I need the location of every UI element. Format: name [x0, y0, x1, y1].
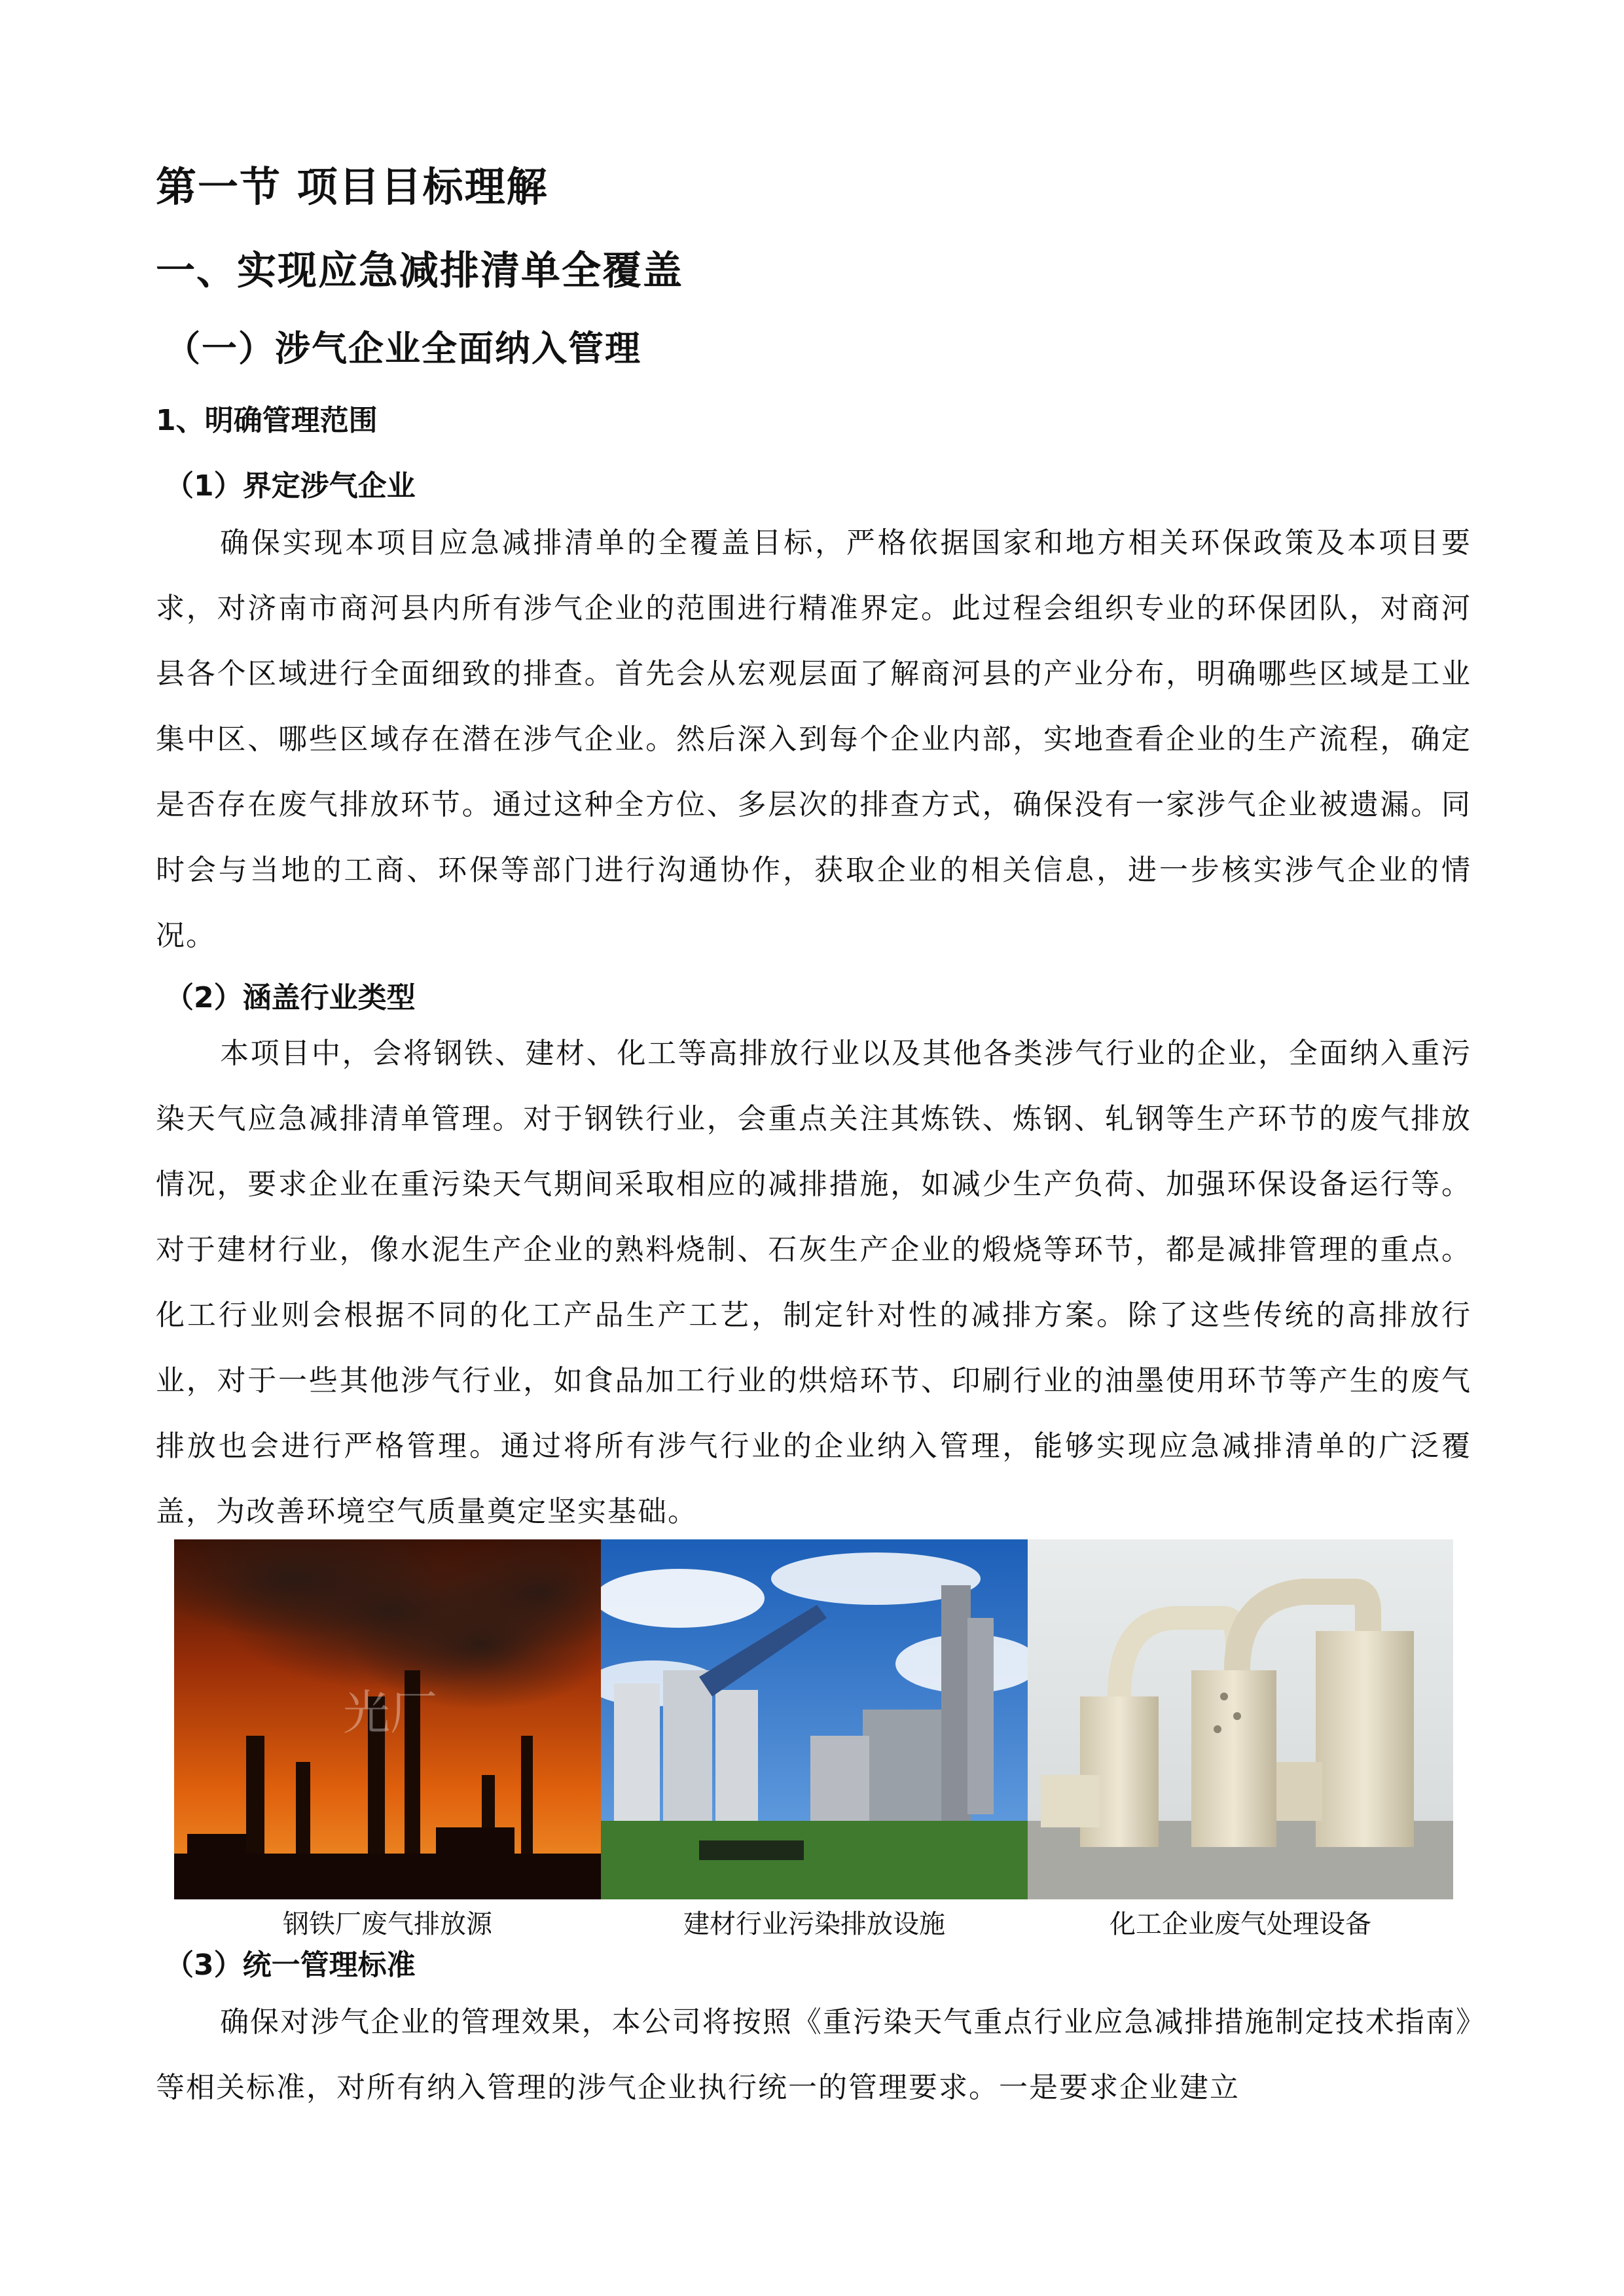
figure-caption-3: 化工企业废气处理设备: [1110, 1909, 1371, 1939]
subitem-title-1: （1）界定涉气企业: [165, 469, 416, 503]
steel-plant-photo: [174, 1539, 601, 1899]
paragraph-2: 本项目中，会将钢铁、建材、化工等高排放行业以及其他各类涉气行业的企业，全面纳入重污染天气应急减排清单管理。对于钢铁行业，会重点关注其炼铁、炼钢、轧钢等生产环节的废气排放情况，要求企业在重污染天气期间采取相应的减排措施，如减少生产负荷、加强环保设备运行等。对于建材行业，像水泥生产企业的熟料烧制、石灰生产企业的煅烧等环节，都是减排管理的重点。化工行业则会根据不同的化工产品生产工艺，制定针对性的减排方案。除了这些传统的高排放行业，对于一些其他涉气行业，如食品加工行业的烘焙环节、印刷行业的油墨使用环节等产生的废气排放也会进行严格管理。通过将所有涉气行业的企业纳入管理，能够实现应急减排清单的广泛覆盖，为改善环境空气质量奠定坚实基础。: [156, 1037, 1471, 1528]
subitem-title-3: （3）统一管理标准: [165, 1948, 416, 1982]
figure-caption-1: 钢铁厂废气排放源: [283, 1909, 492, 1939]
section-title: 第一节 项目目标理解: [156, 163, 549, 211]
cement-plant-photo: [601, 1539, 1028, 1899]
paragraph-1: 确保实现本项目应急减排清单的全覆盖目标，严格依据国家和地方相关环保政策及本项目要求，对济南市商河县内所有涉气企业的范围进行精准界定。此过程会组织专业的环保团队，对商河县各个区域进行全面细致的排查。首先会从宏观层面了解商河县的产业分布，明确哪些区域是工业集中区、哪些区域存在潜在涉气企业。然后深入到每个企业内部，实地查看企业的生产流程，确定是否存在废气排放环节。通过这种全方位、多层次的排查方式，确保没有一家涉气企业被遗漏。同时会与当地的工商、环保等部门进行沟通协作，获取企业的相关信息，进一步核实涉气企业的情况。: [156, 526, 1471, 952]
figure-caption-2: 建材行业污染排放设施: [683, 1909, 945, 1939]
subitem-title-2: （2）涵盖行业类型: [165, 981, 416, 1014]
chapter-title: 一、实现应急减排清单全覆盖: [156, 248, 683, 294]
item-title: 1、明确管理范围: [156, 404, 378, 437]
watermark-text: 光厂: [342, 1685, 438, 1740]
subsection-title: （一）涉气企业全面纳入管理: [165, 328, 641, 369]
scrubber-equipment-photo: [1028, 1539, 1453, 1899]
paragraph-3: 确保对涉气企业的管理效果，本公司将按照《重污染天气重点行业应急减排措施制定技术指南》等相关标准，对所有纳入管理的涉气企业执行统一的管理要求。一是要求企业建立: [156, 2005, 1471, 2104]
